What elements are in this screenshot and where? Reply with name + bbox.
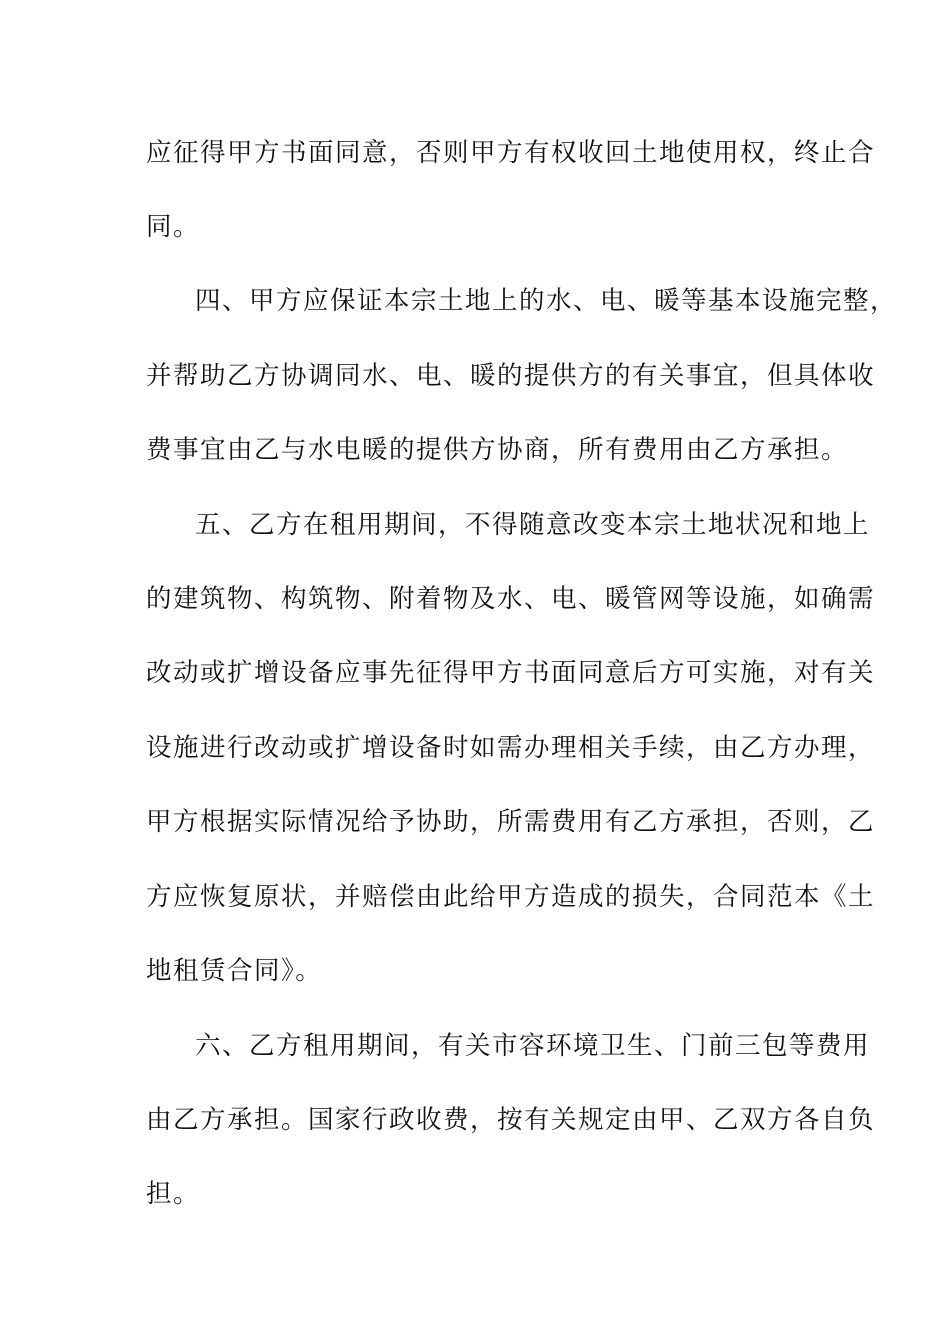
paragraph-3-line-2: 同。 bbox=[146, 212, 201, 242]
paragraph-3-line-1: 应征得甲方书面同意，否则甲方有权收回土地使用权，终止合 bbox=[146, 138, 876, 168]
paragraph-5-line-2: 的建筑物、构筑物、附着物及水、电、暖管网等设施，如确需 bbox=[146, 584, 876, 614]
paragraph-6-line-2: 由乙方承担。国家行政收费，按有关规定由甲、乙双方各自负 bbox=[146, 1105, 876, 1135]
paragraph-5-line-1: 五、乙方在租用期间，不得随意改变本宗土地状况和地上 bbox=[195, 510, 871, 540]
paragraph-6-line-1: 六、乙方租用期间，有关市容环境卫生、门前三包等费用 bbox=[195, 1031, 871, 1061]
paragraph-5-line-5: 甲方根据实际情况给予协助，所需费用有乙方承担，否则，乙 bbox=[146, 807, 876, 837]
paragraph-6-line-3: 担。 bbox=[146, 1179, 201, 1209]
paragraph-5-line-3: 改动或扩增设备应事先征得甲方书面同意后方可实施，对有关 bbox=[146, 658, 876, 688]
paragraph-5-line-7: 地租赁合同》。 bbox=[146, 956, 323, 986]
paragraph-4-line-2: 并帮助乙方协调同水、电、暖的提供方的有关事宜，但具体收 bbox=[146, 361, 876, 391]
paragraph-4-line-3: 费事宜由乙与水电暖的提供方协商，所有费用由乙方承担。 bbox=[146, 435, 849, 465]
paragraph-5-line-4: 设施进行改动或扩增设备时如需办理相关手续，由乙方办理， bbox=[146, 733, 876, 763]
paragraph-4-line-1: 四、甲方应保证本宗土地上的水、电、暖等基本设施完整， bbox=[195, 286, 898, 316]
paragraph-5-line-6: 方应恢复原状，并赔偿由此给甲方造成的损失，合同范本《土 bbox=[146, 882, 876, 912]
